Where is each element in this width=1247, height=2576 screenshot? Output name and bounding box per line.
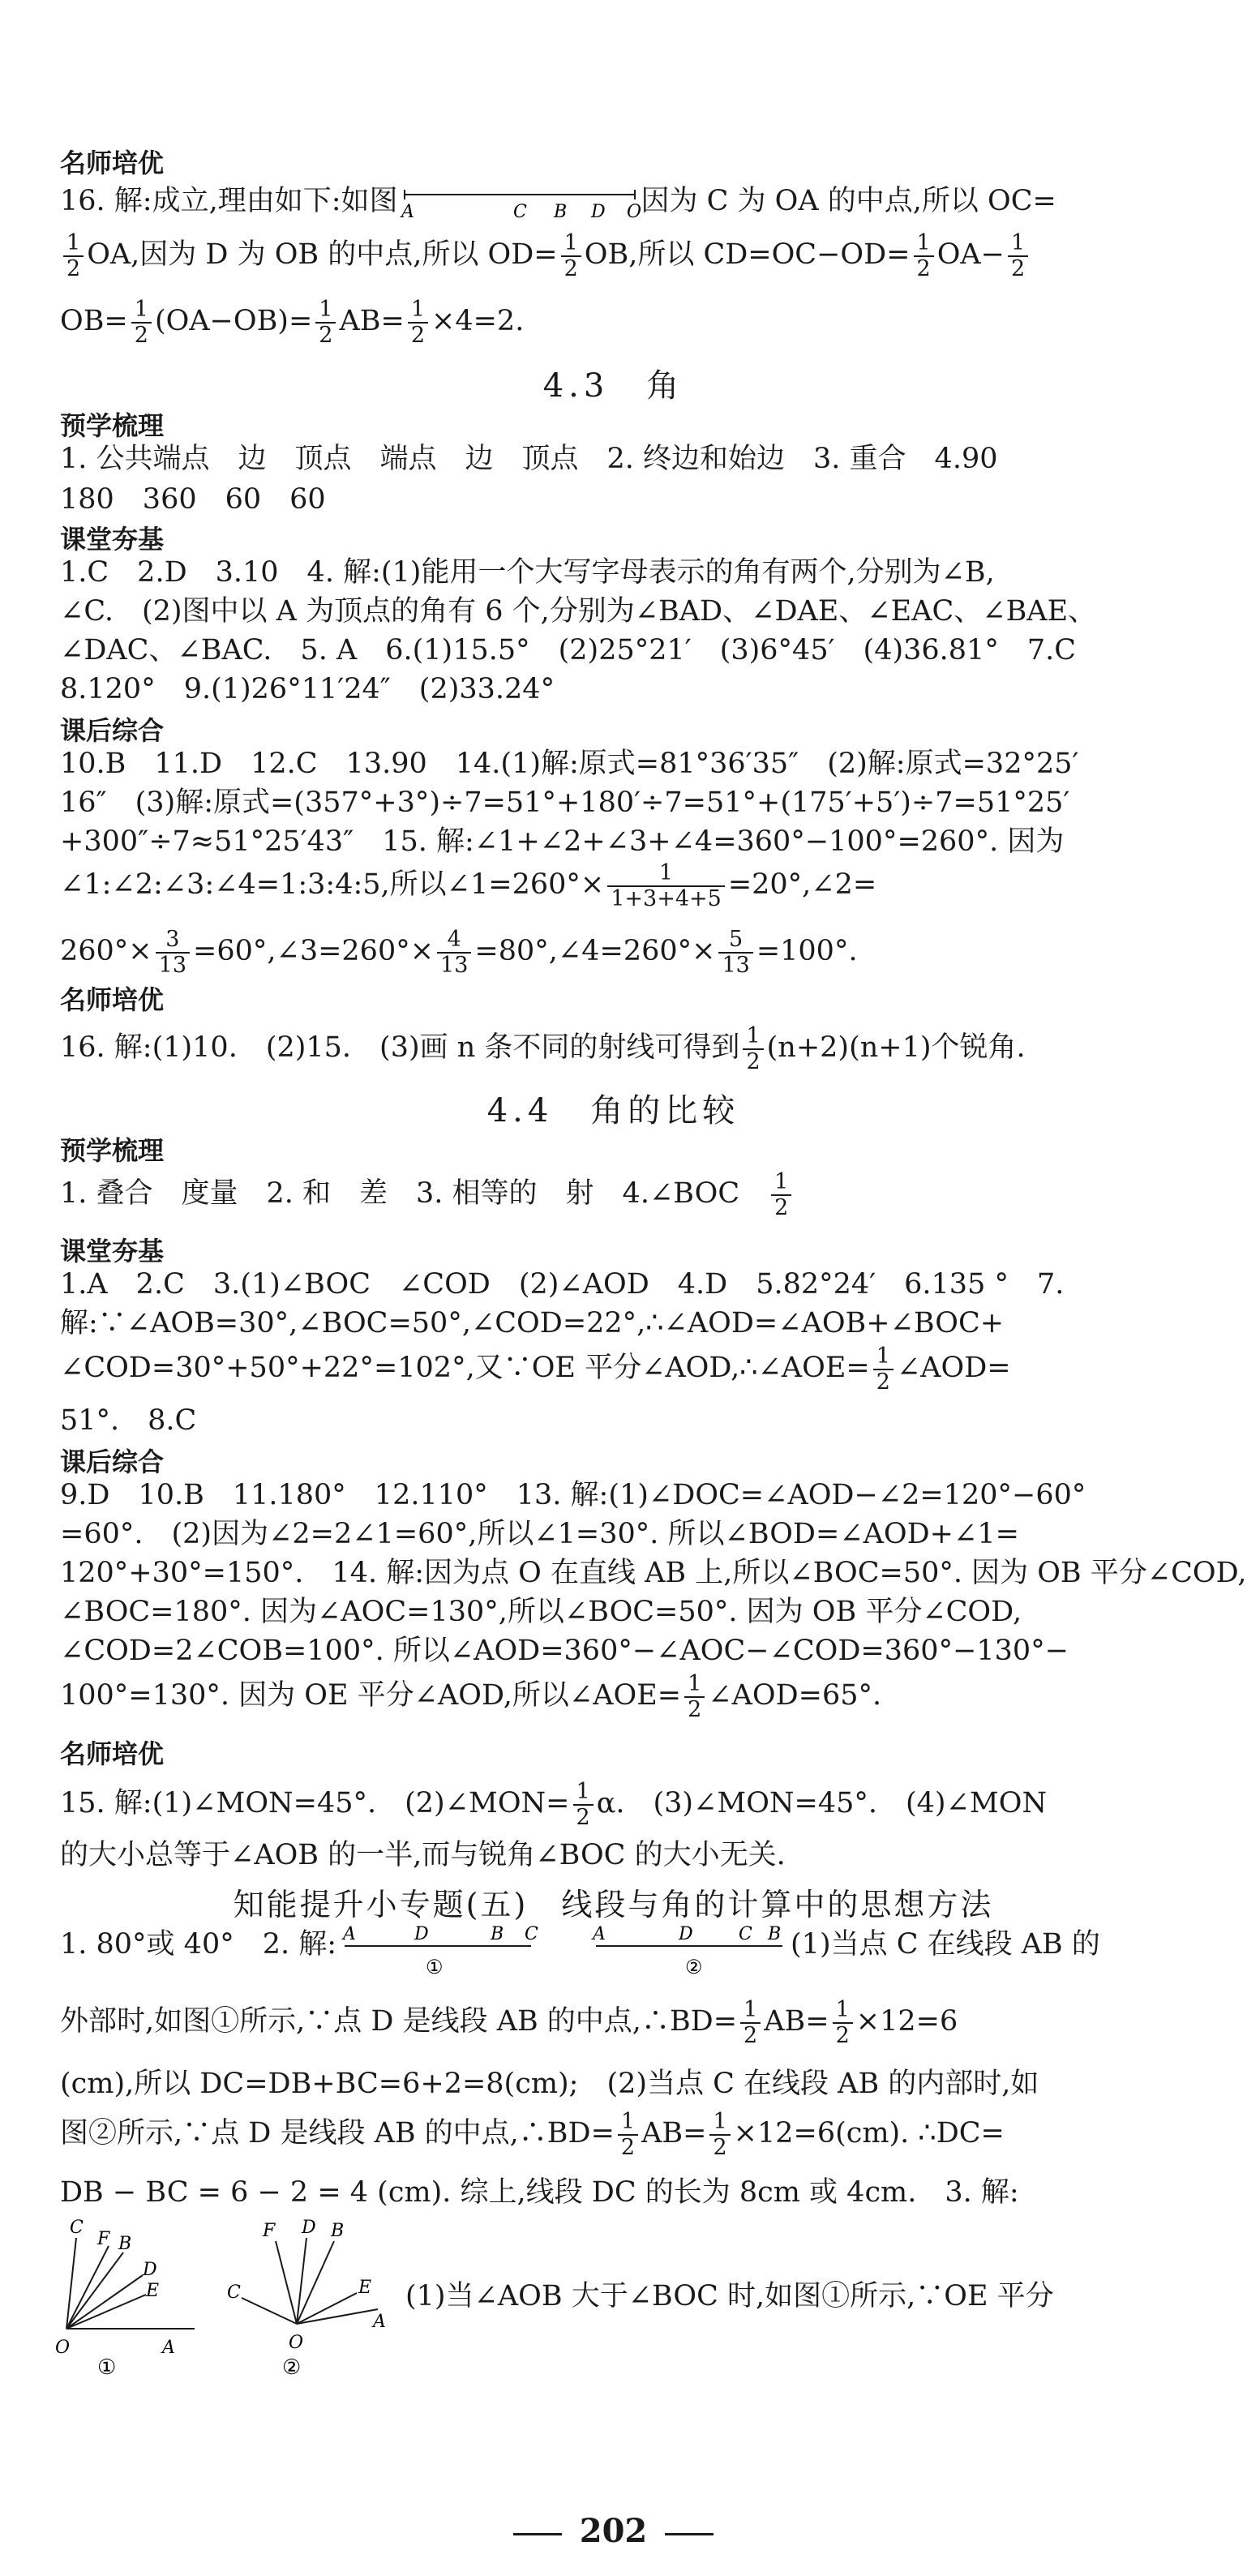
svg-text:F: F — [97, 2229, 110, 2249]
svg-text:①: ① — [426, 1956, 444, 1978]
text-line: 180 360 60 60 — [60, 483, 326, 516]
subsection-heading: 课后综合 — [60, 715, 165, 746]
svg-text:C: C — [512, 201, 527, 222]
text-line: 1. 公共端点 边 顶点 端点 边 顶点 2. 终边和始边 3. 重合 4.90 — [60, 443, 998, 475]
svg-text:C: C — [739, 1924, 752, 1944]
text-line: (1)当∠AOB 大于∠BOC 时,如图①所示,∵OE 平分 — [405, 2280, 1054, 2312]
section-title: 4.4 角的比较 — [486, 1092, 740, 1129]
angle-figure-2 — [219, 2214, 397, 2380]
subsection-heading: 名师培优 — [60, 984, 165, 1015]
svg-text:②: ② — [282, 2355, 302, 2380]
svg-text:C: C — [525, 1924, 538, 1944]
text-line: 120°+30°=150°. 14. 解:因为点 O 在直线 AB 上,所以∠BOC=50°. 因为 OB 平分∠COD, — [60, 1557, 1247, 1589]
subsection-heading: 名师培优 — [60, 1738, 165, 1769]
text-line: 16″ (3)解:原式=(357°+3°)÷7=51°+180′÷7=51°+(175′+5′)÷7=51°25′ — [60, 787, 1070, 819]
segment-figure-2 — [588, 1923, 791, 1980]
text-line: 51°. 8.C — [60, 1404, 197, 1437]
subsection-heading: 预学梳理 — [60, 1135, 165, 1166]
text-line: 外部时,如图①所示,∵点 D 是线段 AB 的中点,∴BD= $\frac{1}{2}$ AB= $\frac{1}{2}$ ×12=6 — [60, 1996, 958, 2048]
svg-text:B: B — [118, 2234, 132, 2254]
svg-text:②: ② — [685, 1956, 703, 1978]
text-line: ∠1:∠2:∠3:∠4=1:3:4:5,所以∠1=260°× $\frac{1}{1+3+4+5}$ =20°,∠2= — [60, 859, 877, 911]
text-line: 16. 解:(1)10. (2)15. (3)画 n 条不同的射线可得到 $\frac{1}{2}$ (n+2)(n+1)个锐角. — [60, 1022, 1026, 1074]
svg-text:D: D — [302, 2218, 316, 2238]
svg-text:B: B — [491, 1924, 504, 1944]
svg-text:C: C — [70, 2218, 84, 2238]
svg-text:A: A — [401, 201, 414, 222]
angle-figure-1 — [49, 2214, 211, 2380]
text-line: ∠COD=2∠COB=100°. 所以∠AOD=360°−∠AOC−∠COD=360°−130°− — [60, 1635, 1069, 1667]
text-line: 图②所示,∵点 D 是线段 AB 的中点,∴BD= $\frac{1}{2}$ AB= $\frac{1}{2}$ ×12=6(cm). ∴DC= — [60, 2108, 1005, 2160]
text-line: OB= $\frac{1}{2}$ (OA−OB)= $\frac{1}{2}$ AB= $\frac{1}{2}$ ×4=2. — [60, 296, 525, 348]
svg-text:O: O — [289, 2333, 304, 2353]
text-line: $\frac{1}{2}$ OA,因为 D 为 OB 的中点,所以 OD= $\frac{1}{2}$ OB,所以 CD=OC−OD= $\frac{1}{2}$ OA− $\frac{1}{2}$ — [60, 225, 1073, 284]
text-line: 1.A 2.C 3.(1)∠BOC ∠COD (2)∠AOD 4.D 5.82°24′ 6.135 ° 7. — [60, 1268, 1065, 1301]
svg-text:A: A — [162, 2338, 175, 2358]
svg-text:O: O — [626, 201, 641, 222]
text-line: ∠BOC=180°. 因为∠AOC=130°,所以∠BOC=50°. 因为 OB 平分∠COD, — [60, 1596, 1022, 1628]
text-line: ∠DAC、∠BAC. 5. A 6.(1)15.5° (2)25°21′ (3)6°45′ (4)36.81° 7.C — [60, 634, 1076, 667]
text-line: DB − BC = 6 − 2 = 4 (cm). 综上,线段 DC 的长为 8cm 或 4cm. 3. 解: — [60, 2176, 1019, 2209]
svg-text:①: ① — [97, 2355, 117, 2380]
svg-text:E: E — [146, 2281, 160, 2301]
svg-text:D: D — [679, 1924, 693, 1944]
text-line: ∠COD=30°+50°+22°=102°,又∵OE 平分∠AOD,∴∠AOE= $\frac{1}{2}$ ∠AOD= — [60, 1343, 1011, 1395]
footer-dash-right — [665, 2533, 713, 2535]
svg-text:A: A — [593, 1924, 606, 1944]
section-heading: 名师培优 — [60, 148, 165, 178]
svg-text:O: O — [55, 2338, 71, 2358]
footer-dash-left — [513, 2533, 562, 2535]
text-line: 解:∵∠AOB=30°,∠BOC=50°,∠COD=22°,∴∠AOD=∠AOB+∠BOC+ — [60, 1307, 1005, 1339]
text-line: 260°× $\frac{3}{13}$ =60°,∠3=260°× $\frac{4}{13}$ =80°,∠4=260°× $\frac{5}{13}$ =100°. — [60, 926, 858, 978]
text-line: 10.B 11.D 12.C 13.90 14.(1)解:原式=81°36′35″ (2)解:原式=32°25′ — [60, 748, 1079, 780]
svg-text:D: D — [414, 1924, 429, 1944]
segment-figure — [398, 183, 641, 222]
text-line: ∠C. (2)图中以 A 为顶点的角有 6 个,分别为∠BAD、∠DAE、∠EAC、∠BAE、 — [60, 595, 1097, 628]
segment-figure-1 — [336, 1923, 539, 1980]
text-line: 100°=130°. 因为 OE 平分∠AOD,所以∠AOE= $\frac{1}{2}$ ∠AOD=65°. — [60, 1670, 882, 1722]
text-line: =60°. (2)因为∠2=2∠1=60°,所以∠1=30°. 所以∠BOD=∠AOD+∠1= — [60, 1518, 1019, 1550]
page-number: 202 — [579, 2512, 648, 2550]
text-line: (cm),所以 DC=DB+BC=6+2=8(cm); (2)当点 C 在线段 AB 的内部时,如 — [60, 2068, 1039, 2100]
section-title: 4.3 角 — [542, 367, 684, 405]
text-line: 16. 解:成立,理由如下:如图 A C B D O 因为 C 为 OA 的中点,所以 OC= — [60, 182, 1073, 222]
page-footer — [0, 2512, 1227, 2550]
svg-text:B: B — [553, 201, 567, 222]
svg-text:D: D — [590, 201, 606, 222]
text-line: 9.D 10.B 11.180° 12.110° 13. 解:(1)∠DOC=∠AOD−∠2=120°−60° — [60, 1479, 1086, 1511]
svg-text:A: A — [343, 1924, 356, 1944]
svg-text:B: B — [331, 2221, 345, 2241]
subsection-heading: 预学梳理 — [60, 410, 165, 441]
section-title: 知能提升小专题(五) 线段与角的计算中的思想方法 — [233, 1887, 994, 1922]
text-line: 1. 80°或 40° 2. 解: A D B C ① A D C B ② (1)当点 C 在线段 AB 的 — [60, 1924, 1100, 1978]
text-line: 的大小总等于∠AOB 的一半,而与锐角∠BOC 的大小无关. — [60, 1839, 786, 1871]
subsection-heading: 课堂夯基 — [60, 1236, 165, 1267]
subsection-heading: 课后综合 — [60, 1447, 165, 1477]
svg-text:F: F — [263, 2221, 276, 2241]
subsection-heading: 课堂夯基 — [60, 524, 165, 555]
svg-text:B: B — [768, 1924, 782, 1944]
svg-text:A: A — [373, 2312, 386, 2332]
text-line: 15. 解:(1)∠MON=45°. (2)∠MON= $\frac{1}{2}$ α. (3)∠MON=45°. (4)∠MON — [60, 1778, 1048, 1830]
text-line: 8.120° 9.(1)26°11′24″ (2)33.24° — [60, 673, 555, 705]
svg-text:C: C — [227, 2282, 241, 2303]
text-line: 1. 叠合 度量 2. 和 差 3. 相等的 射 4.∠BOC $\frac{1}{2}$ — [60, 1164, 1073, 1223]
text-line: +300″÷7≈51°25′43″ 15. 解:∠1+∠2+∠3+∠4=360°−100°=260°. 因为 — [60, 825, 1065, 858]
svg-text:E: E — [358, 2278, 372, 2298]
svg-text:D: D — [143, 2260, 157, 2280]
text-line: 1.C 2.D 3.10 4. 解:(1)能用一个大写字母表示的角有两个,分别为∠B, — [60, 556, 995, 589]
